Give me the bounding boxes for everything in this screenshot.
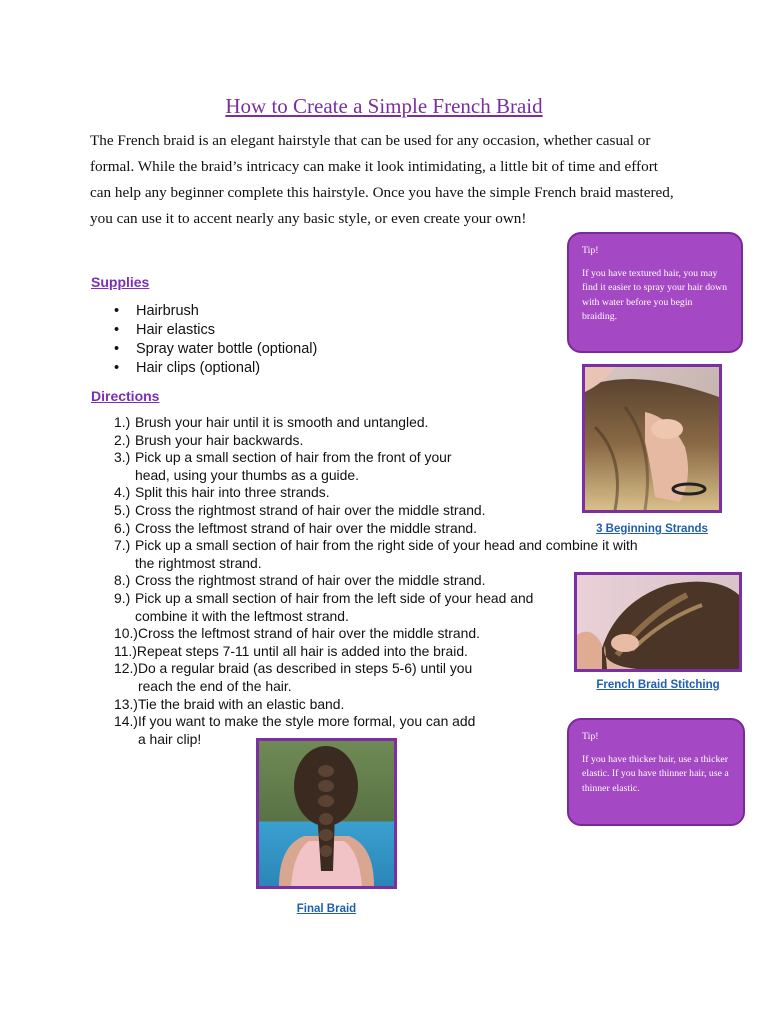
- list-item: [114, 643, 584, 661]
- step-text: Split this hair into three strands.: [135, 484, 330, 501]
- final-braid-image: [259, 741, 394, 886]
- list-item: • Hair elastics: [114, 321, 317, 340]
- tip-text: If you have textured hair, you may find it easier to spray your hair down with water before you begin braiding.: [582, 267, 728, 322]
- step-number: 9.): [114, 589, 131, 606]
- step-text: Cross the rightmost strand of hair over the middle strand.: [135, 572, 486, 589]
- photo-braid-stitching: [574, 572, 742, 672]
- braid-stitching-image: [577, 575, 739, 669]
- step-number: 8.): [114, 572, 131, 589]
- list-item: [114, 449, 484, 484]
- step-text: Do a regular braid (as described in steps 5-6) until you reach the end of the hair.: [137, 660, 473, 694]
- step-number: 6.): [114, 519, 131, 536]
- list-item: [114, 625, 584, 643]
- caption-beginning-strands[interactable]: 3 Beginning Strands: [596, 523, 708, 535]
- step-text: Tie the braid with an elastic band.: [137, 695, 345, 712]
- directions-heading: Directions: [91, 388, 160, 404]
- caption-braid-stitching[interactable]: French Braid Stitching: [596, 679, 720, 691]
- step-number: 4.): [114, 484, 131, 501]
- list-item: [114, 484, 584, 502]
- list-item: [114, 432, 584, 450]
- list-item: [114, 590, 569, 625]
- step-number: 7.): [114, 537, 131, 554]
- step-number: 3.): [114, 449, 131, 466]
- step-number: 13.): [114, 695, 138, 712]
- tip-title: Tip!: [582, 245, 599, 256]
- list-item: • Spray water bottle (optional): [114, 340, 317, 359]
- step-text: Cross the rightmost strand of hair over the middle strand.: [135, 501, 486, 518]
- list-item: [114, 520, 584, 538]
- step-number: 2.): [114, 431, 131, 448]
- hair-strands-image: [585, 367, 719, 510]
- page-title: How to Create a Simple French Braid: [225, 94, 543, 118]
- step-text: Cross the leftmost strand of hair over the middle strand.: [135, 519, 478, 536]
- step-number: 14.): [114, 713, 138, 730]
- photo-beginning-strands: [582, 364, 722, 513]
- list-item: [114, 696, 584, 714]
- list-item: [114, 537, 654, 572]
- list-item: [114, 414, 584, 432]
- list-item: • Hair clips (optional): [114, 359, 317, 378]
- step-text: Brush your hair until it is smooth and untangled.: [135, 414, 429, 430]
- tip-title: Tip!: [582, 731, 599, 742]
- step-text: Repeat steps 7-11 until all hair is added into the braid.: [136, 642, 468, 659]
- list-item: • Hairbrush: [114, 302, 317, 321]
- tip-box-textured-hair: [567, 232, 743, 353]
- step-number: 10.): [114, 625, 138, 642]
- step-text: Pick up a small section of hair from the right side of your head and combine it with the rightmost strand.: [135, 537, 638, 571]
- step-number: 12.): [114, 660, 138, 677]
- step-number: 5.): [114, 501, 131, 518]
- caption-final-braid[interactable]: Final Braid: [296, 903, 357, 915]
- step-text: Cross the leftmost strand of hair over the middle strand.: [137, 625, 480, 642]
- step-text: Brush your hair backwards.: [135, 431, 304, 448]
- supplies-heading: Supplies: [91, 274, 150, 290]
- step-number: 1.): [114, 414, 131, 430]
- step-number: 11.): [114, 642, 137, 659]
- list-item: [114, 572, 584, 590]
- list-item: [114, 660, 484, 695]
- step-text: If you want to make the style more formal, you can add a hair clip!: [137, 713, 476, 747]
- step-text: Pick up a small section of hair from the front of your head, using your thumbs as a guide.: [135, 449, 452, 483]
- supplies-list: [114, 302, 317, 378]
- tip-box-thick-hair: [567, 718, 745, 826]
- step-text: Pick up a small section of hair from the left side of your head and combine it with the leftmost strand.: [135, 589, 534, 624]
- intro-paragraph: The French braid is an elegant hairstyle that can be used for any occasion, whether casual or formal. While the braid’s intricacy can make it look intimidating, a little bit of time and effort can help any beginner complete this hairstyle. Once you have the simple French braid mastered, you can use it to accent nearly any basic style, or even create your own!: [90, 132, 674, 227]
- list-item: [114, 502, 584, 520]
- photo-final-braid: [256, 738, 397, 889]
- tip-text: If you have thicker hair, use a thicker elastic. If you have thinner hair, use a thinner elastic.: [582, 753, 729, 794]
